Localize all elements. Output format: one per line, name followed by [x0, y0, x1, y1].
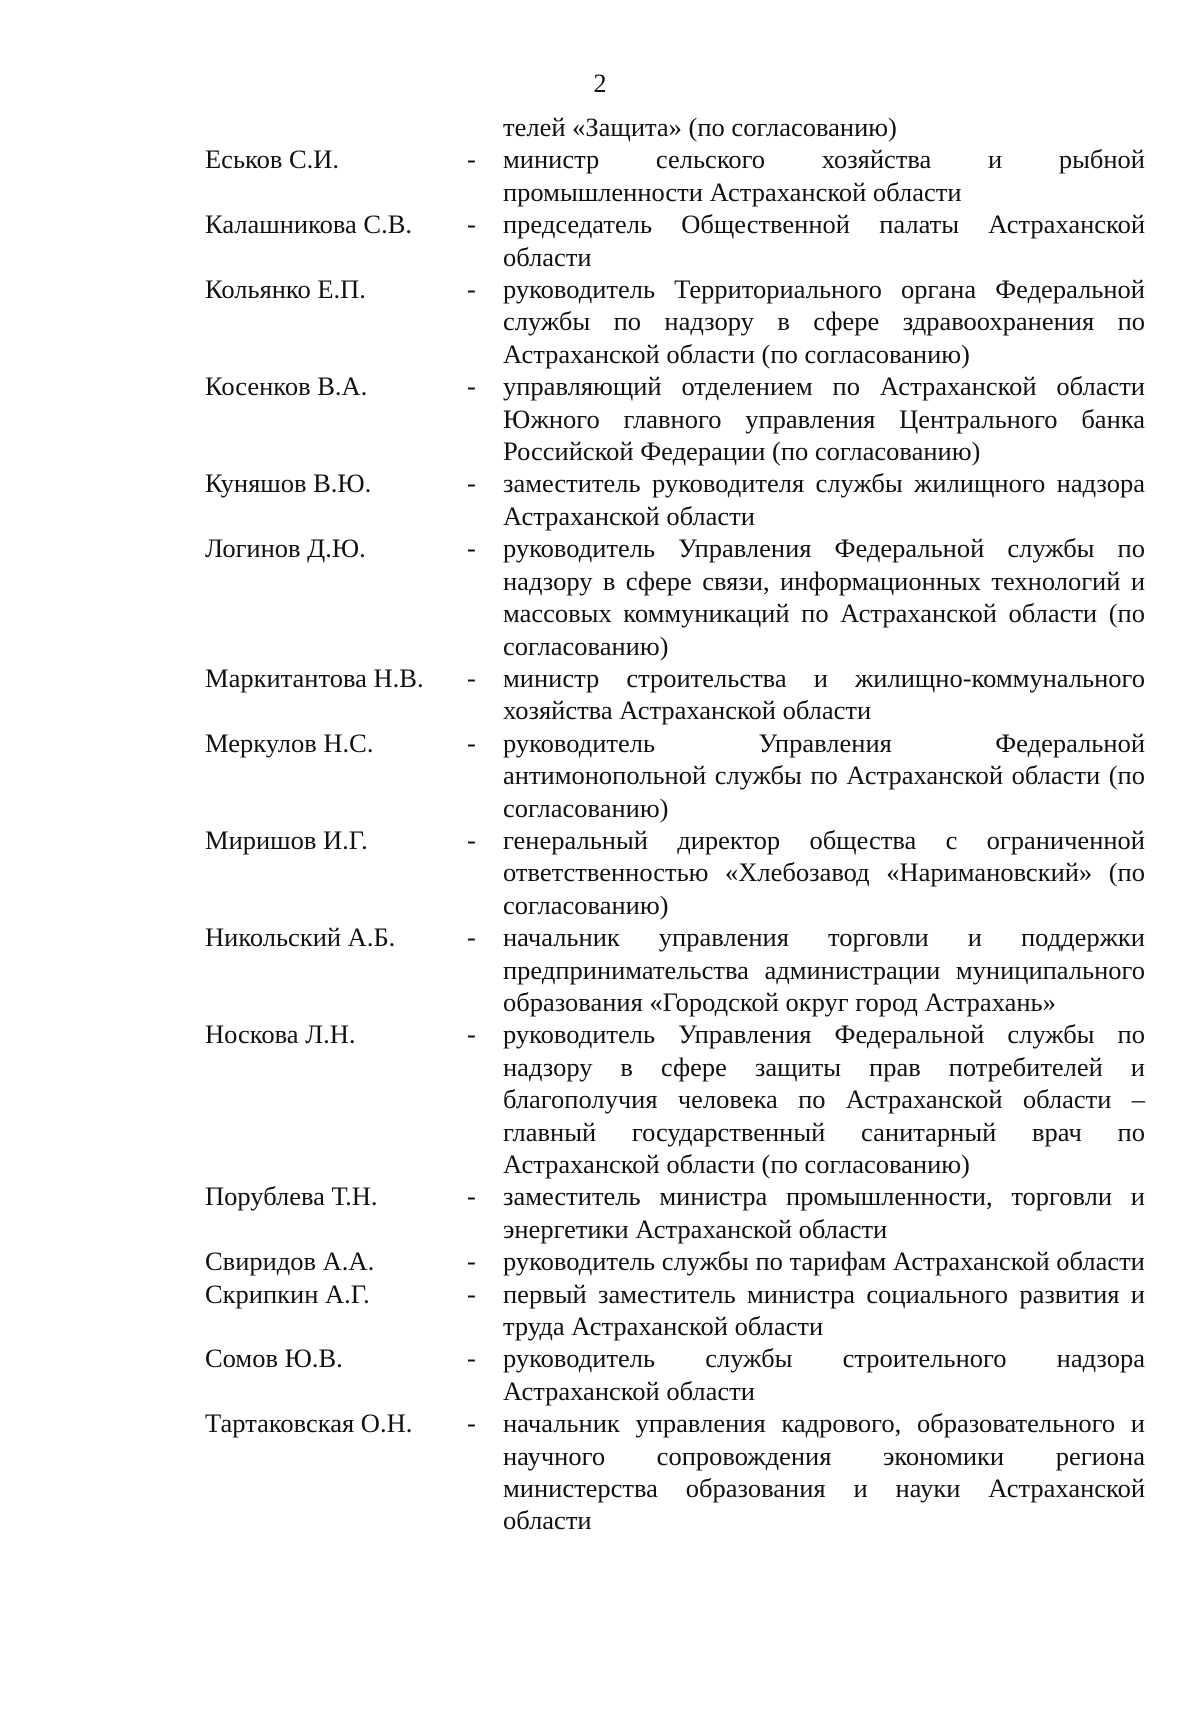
dash-separator: - — [467, 1246, 476, 1277]
member-row — [205, 1342, 1145, 1407]
member-position: министр строительства и жилищно-коммунального хозяйства Астраханской области — [503, 662, 1145, 726]
continuation-row — [205, 111, 1145, 143]
dash-separator: - — [467, 824, 476, 855]
member-position: руководитель Управления Федеральной службы по надзору в сфере связи, информационных технологий и массовых коммуникаций по Астраханской области (по согласованию) — [503, 533, 1145, 661]
member-name: Куняшов В.Ю. — [205, 468, 372, 499]
member-name: Носкова Л.Н. — [205, 1019, 356, 1050]
member-row — [205, 824, 1145, 921]
member-name: Порублева Т.Н. — [205, 1181, 378, 1212]
member-position: министр сельского хозяйства и рыбной промышленности Астраханской области — [503, 144, 1145, 207]
continuation-text: телей «Защита» (по согласованию) — [503, 112, 897, 142]
member-row — [205, 1018, 1145, 1180]
member-name: Свиридов А.А. — [205, 1246, 375, 1277]
member-position: заместитель министра промышленности, торговли и энергетики Астраханской области — [503, 1181, 1145, 1244]
member-name: Никольский А.Б. — [205, 922, 396, 953]
member-row — [205, 370, 1145, 467]
member-position: управляющий отделением по Астраханской области Южного главного управления Центрального банка Российской Федерации (по согласованию) — [503, 371, 1145, 467]
member-row — [205, 1180, 1145, 1245]
member-name: Миришов И.Г. — [205, 824, 368, 855]
dash-separator: - — [467, 533, 476, 564]
dash-separator: - — [467, 1181, 476, 1212]
member-position: руководитель Управления Федеральной антимонопольной службы по Астраханской области (по согласованию) — [503, 727, 1145, 823]
member-position: начальник управления кадрового, образовательного и научного сопровождения экономики региона министерства образования и науки Астраханской области — [503, 1408, 1145, 1536]
member-position: руководитель службы по тарифам Астраханской области — [503, 1246, 1145, 1277]
member-position: заместитель руководителя службы жилищного надзора Астраханской области — [503, 468, 1145, 531]
member-name: Маркитантова Н.В. — [205, 662, 424, 693]
dash-separator: - — [467, 662, 476, 693]
member-row — [205, 921, 1145, 1018]
dash-separator: - — [467, 371, 476, 402]
member-position: руководитель службы строительного надзора Астраханской области — [503, 1343, 1145, 1406]
member-position: руководитель Управления Федеральной службы по надзору в сфере защиты прав потребителей и благополучия человека по Астраханской области – главный государственный санитарный врач по Астраханской области (по согласованию) — [503, 1019, 1145, 1179]
dash-separator: - — [467, 1343, 476, 1374]
member-row — [205, 532, 1145, 662]
member-row — [205, 467, 1145, 532]
member-position: первый заместитель министра социального развития и труда Астраханской области — [503, 1278, 1145, 1342]
member-row — [205, 1278, 1145, 1343]
dash-separator: - — [467, 727, 476, 758]
member-position: председатель Общественной палаты Астраханской области — [503, 209, 1145, 272]
dash-separator: - — [467, 1408, 476, 1439]
member-name: Меркулов Н.С. — [205, 727, 374, 758]
member-row — [205, 662, 1145, 727]
dash-separator: - — [467, 922, 476, 953]
member-name: Логинов Д.Ю. — [205, 533, 366, 564]
members-list — [205, 111, 1145, 1537]
dash-separator: - — [467, 468, 476, 499]
member-position: руководитель Территориального органа Федеральной службы по надзору в сфере здравоохранения по Астраханской области (по согласованию) — [503, 274, 1145, 369]
member-row — [205, 273, 1145, 370]
member-name: Кольянко Е.П. — [205, 274, 366, 305]
member-name: Скрипкин А.Г. — [205, 1278, 370, 1309]
member-name: Еськов С.И. — [205, 144, 340, 175]
dash-separator: - — [467, 209, 476, 240]
dash-separator: - — [467, 144, 476, 175]
member-name: Косенков В.А. — [205, 371, 368, 402]
dash-separator: - — [467, 1278, 476, 1309]
member-row — [205, 727, 1145, 824]
dash-separator: - — [467, 1019, 476, 1050]
member-name: Калашникова С.В. — [205, 209, 413, 240]
member-row — [205, 1245, 1145, 1277]
member-row — [205, 143, 1145, 208]
member-name: Тартаковская О.Н. — [205, 1408, 413, 1439]
member-row — [205, 208, 1145, 273]
member-position: генеральный директор общества с ограниченной ответственностью «Хлебозавод «Наримановский» (по согласованию) — [503, 824, 1145, 920]
member-row — [205, 1407, 1145, 1537]
dash-separator: - — [467, 274, 476, 305]
member-position: начальник управления торговли и поддержки предпринимательства администрации муниципального образования «Городской округ город Астрахань» — [503, 922, 1145, 1017]
page-number: 2 — [593, 69, 607, 98]
member-name: Сомов Ю.В. — [205, 1343, 343, 1374]
